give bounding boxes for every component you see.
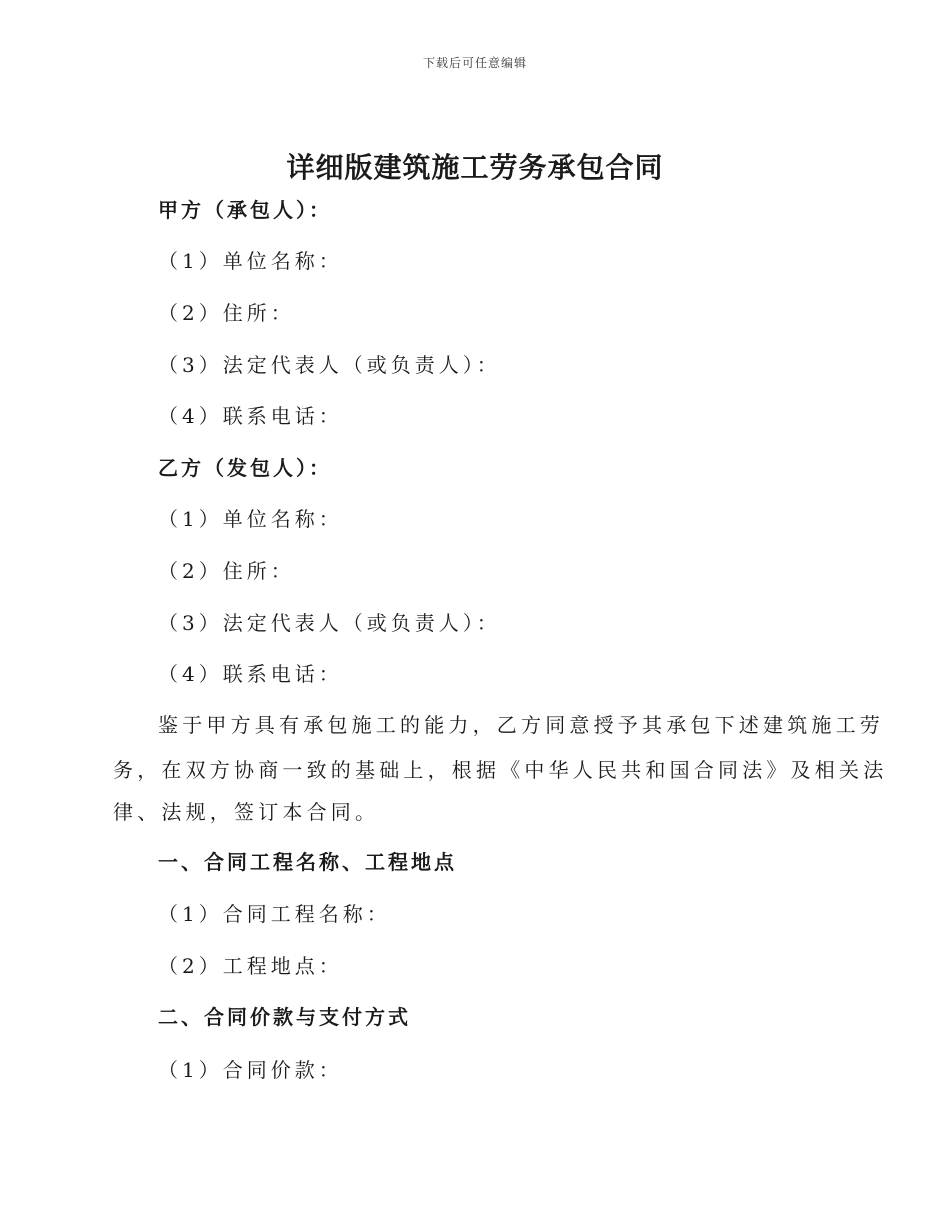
preamble-line: 务，在双方协商一致的基础上，根据《中华人民共和国合同法》及相关法 xyxy=(113,758,888,782)
party-a-heading: 甲方（承包人）： xyxy=(158,198,332,222)
party-a-field-representative: （3）法定代表人（或负责人）： xyxy=(158,353,501,377)
party-b-heading: 乙方（发包人）： xyxy=(158,456,332,480)
section-2-field-price: （1）合同价款： xyxy=(158,1058,343,1082)
header-note: 下载后可任意编辑 xyxy=(422,56,527,70)
party-b-field-address: （2）住所： xyxy=(158,559,295,583)
document-title: 详细版建筑施工劳务承包合同 xyxy=(286,151,664,184)
party-b-field-representative: （3）法定代表人（或负责人）： xyxy=(158,611,501,635)
party-a-field-name: （1）单位名称： xyxy=(158,249,343,273)
party-a-field-phone: （4）联系电话： xyxy=(158,404,343,428)
section-1-field-project-name: （1）合同工程名称： xyxy=(158,902,391,926)
section-1-field-location: （2）工程地点： xyxy=(158,954,343,978)
preamble-line: 律、法规，签订本合同。 xyxy=(113,800,380,824)
party-a-field-address: （2）住所： xyxy=(158,301,295,325)
section-2-heading: 二、合同价款与支付方式 xyxy=(158,1005,411,1029)
section-1-heading: 一、合同工程名称、工程地点 xyxy=(158,850,457,874)
preamble-line: 鉴于甲方具有承包施工的能力，乙方同意授予其承包下述建筑施工劳 xyxy=(158,713,884,737)
party-b-field-name: （1）单位名称： xyxy=(158,507,343,531)
party-b-field-phone: （4）联系电话： xyxy=(158,662,343,686)
